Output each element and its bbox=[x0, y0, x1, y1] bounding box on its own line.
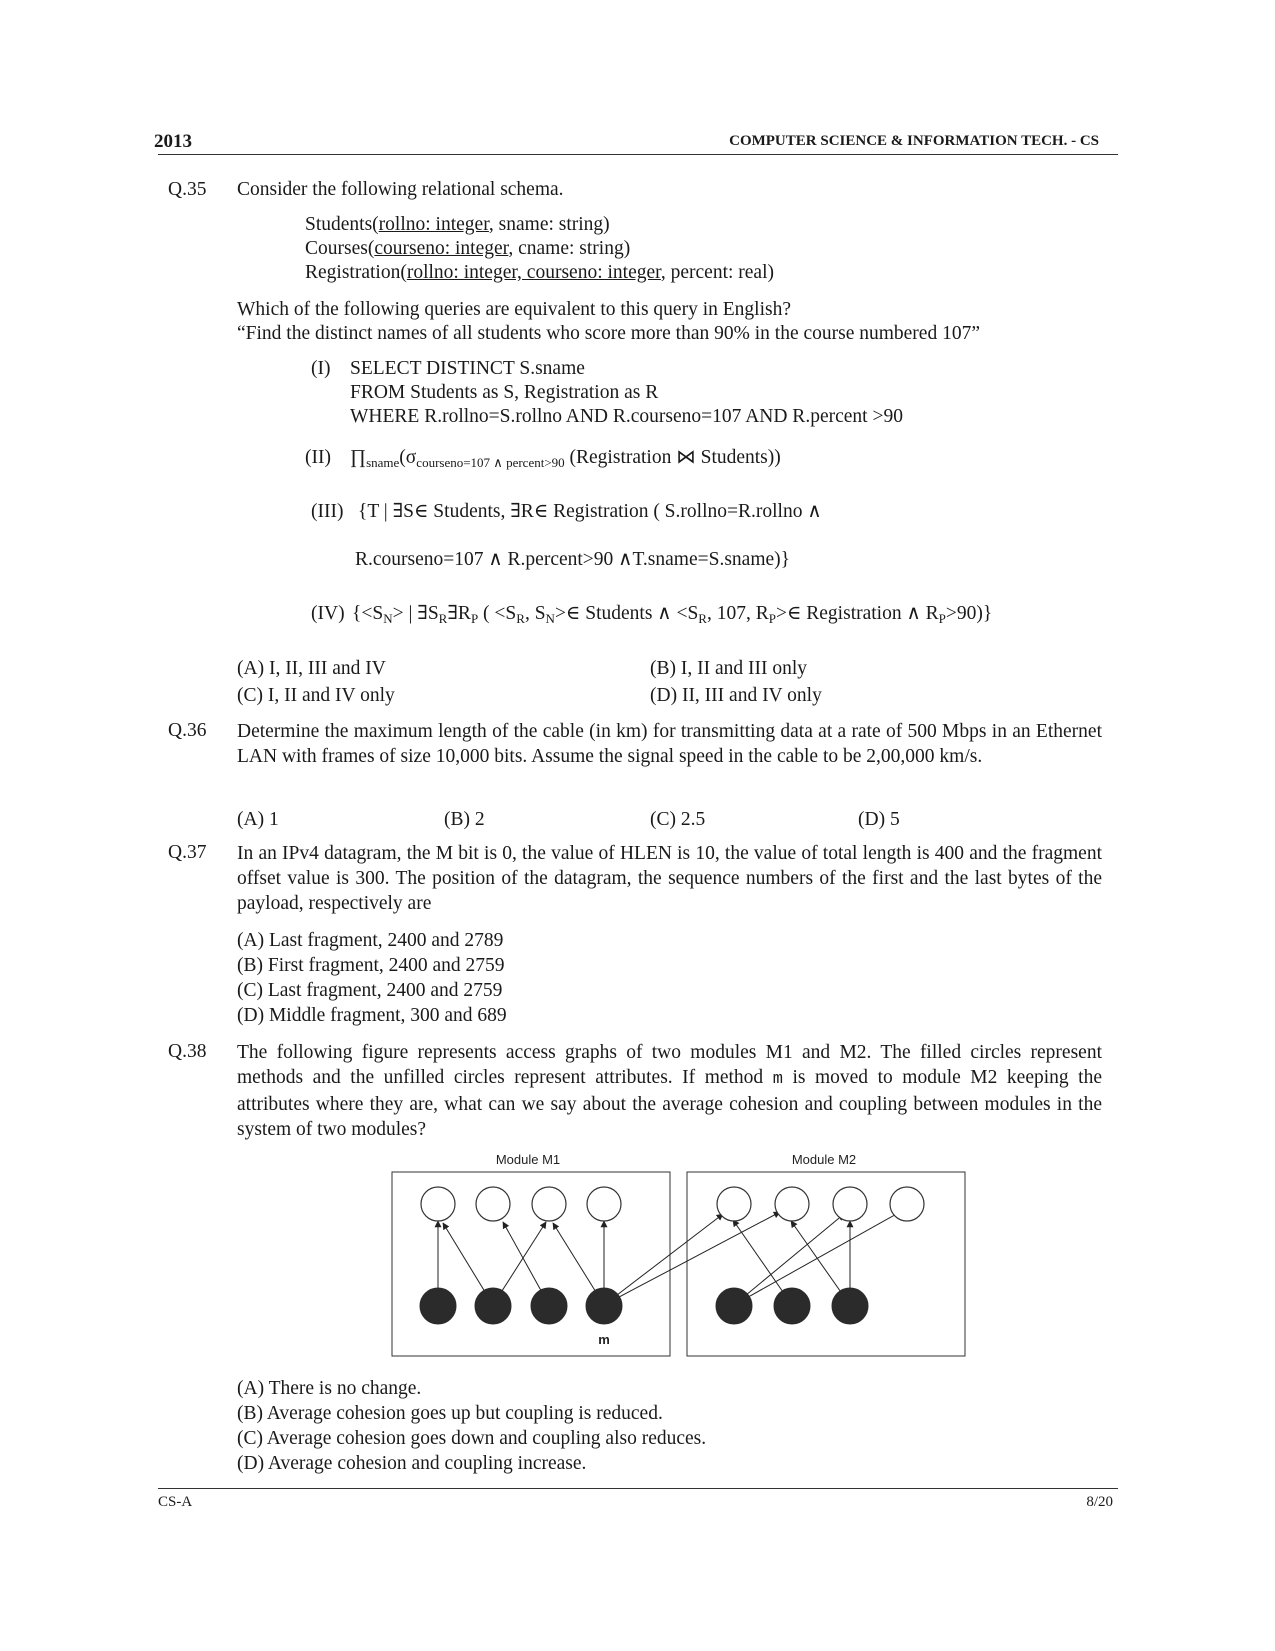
method-node bbox=[475, 1288, 511, 1324]
module-m2-label: Module M2 bbox=[791, 1152, 857, 1167]
module-m1-label: Module M1 bbox=[495, 1152, 561, 1167]
q37-text: In an IPv4 datagram, the M bit is 0, the value of HLEN is 10, the value of total length is 400 and the fragment offset value is 300. The position of the datagram, the sequence numbers of the first and the last bytes of the payload, respectively are bbox=[237, 843, 1102, 914]
header-paper-title: COMPUTER SCIENCE & INFORMATION TECH. - CS bbox=[729, 133, 1099, 149]
q35-question-line2: “Find the distinct names of all students who score more than 90% in the course numbered 107” bbox=[237, 323, 980, 344]
attribute-node bbox=[532, 1187, 566, 1221]
method-node bbox=[716, 1288, 752, 1324]
attribute-node bbox=[717, 1187, 751, 1221]
q36-number: Q.36 bbox=[168, 720, 207, 741]
q35-query2-expression: $\prod_{sname}(\sigma_{courseno=107 \wedge percent>90}$ (Registration ⋈ Students)) bbox=[350, 447, 781, 470]
q35-query4-expression: {$<S_N>$ | $\exists S_R\exists R_P$ ( $<S_R$, $S_N>\in$ Students ∧ $<S_R$, 107, $R_P>\in$ Registration ∧ $R_P>90$)} bbox=[352, 603, 993, 626]
q38-option-c: (C) Average cohesion goes down and coupling also reduces. bbox=[237, 1428, 707, 1449]
q37-option-d: (D) Middle fragment, 300 and 689 bbox=[237, 1005, 507, 1026]
q37-option-b: (B) First fragment, 2400 and 2759 bbox=[237, 955, 505, 976]
access-graph-figure bbox=[380, 1148, 970, 1358]
attribute-node bbox=[890, 1187, 924, 1221]
q38-text: The following figure represents access graphs of two modules M1 and M2. The filled circles represent methods and the unfilled circles represent attributes. If method m is moved to module M2 keeping the attributes where they are, what can we say about the average cohesion and coupling between modules in the system of two modules? bbox=[237, 1042, 1102, 1140]
edge bbox=[604, 1214, 723, 1305]
q35-query1-from: FROM Students as S, Registration as R bbox=[350, 382, 659, 403]
q38-option-b: (B) Average cohesion goes up but coupling is reduced. bbox=[237, 1403, 663, 1424]
q35-option-b: (B) I, II and III only bbox=[650, 658, 808, 679]
schema-registration: Registration(rollno: integer, courseno: integer, percent: real) bbox=[305, 262, 774, 283]
q36-option-b: (B) 2 bbox=[444, 809, 485, 830]
q36-option-c: (C) 2.5 bbox=[650, 809, 706, 830]
q35-intro: Consider the following relational schema. bbox=[237, 179, 564, 200]
method-node-m bbox=[586, 1288, 622, 1324]
method-node bbox=[420, 1288, 456, 1324]
q35-query3-label: (III) bbox=[311, 501, 344, 522]
attribute-node bbox=[833, 1187, 867, 1221]
footer-rule bbox=[158, 1488, 1118, 1489]
q35-query1-label: (I) bbox=[311, 358, 331, 379]
q35-query1-where: WHERE R.rollno=S.rollno AND R.courseno=107 AND R.percent >90 bbox=[350, 406, 903, 427]
edge bbox=[604, 1212, 780, 1305]
header-year: 2013 bbox=[154, 131, 192, 152]
q38-number: Q.38 bbox=[168, 1041, 207, 1062]
q37-option-a: (A) Last fragment, 2400 and 2789 bbox=[237, 930, 504, 951]
q35-query4-label: (IV) bbox=[311, 603, 345, 624]
q36-option-a: (A) 1 bbox=[237, 809, 279, 830]
q38-option-d: (D) Average cohesion and coupling increase. bbox=[237, 1453, 587, 1474]
attribute-node bbox=[421, 1187, 455, 1221]
header-rule bbox=[158, 154, 1118, 155]
schema-students: Students(rollno: integer, sname: string) bbox=[305, 214, 610, 235]
footer-page-number: 8/20 bbox=[1086, 1494, 1113, 1510]
attribute-node bbox=[775, 1187, 809, 1221]
q35-query1-select: SELECT DISTINCT S.sname bbox=[350, 358, 585, 379]
q35-number: Q.35 bbox=[168, 179, 207, 200]
method-node bbox=[774, 1288, 810, 1324]
schema-courses: Courses(courseno: integer, cname: string) bbox=[305, 238, 631, 259]
q37-option-c: (C) Last fragment, 2400 and 2759 bbox=[237, 980, 503, 1001]
method-node bbox=[531, 1288, 567, 1324]
q35-query3-line2: R.courseno=107 ∧ R.percent>90 ∧T.sname=S.sname)} bbox=[355, 549, 790, 570]
q36-option-d: (D) 5 bbox=[858, 809, 900, 830]
method-m-label: m bbox=[598, 1332, 610, 1347]
q35-question-line1: Which of the following queries are equivalent to this query in English? bbox=[237, 299, 791, 320]
attribute-node bbox=[476, 1187, 510, 1221]
footer-code: CS-A bbox=[158, 1494, 193, 1510]
q35-option-c: (C) I, II and IV only bbox=[237, 685, 395, 706]
q36-text: Determine the maximum length of the cable (in km) for transmitting data at a rate of 500 Mbps in an Ethernet LAN with frames of size 10,000 bits. Assume the signal speed in the cable to be 2,00,000 km/s. bbox=[237, 721, 1102, 767]
q37-number: Q.37 bbox=[168, 842, 207, 863]
q38-option-a: (A) There is no change. bbox=[237, 1378, 422, 1399]
q35-option-a: (A) I, II, III and IV bbox=[237, 658, 386, 679]
attribute-node bbox=[587, 1187, 621, 1221]
q35-query3-line1: {T | ∃S∈ Students, ∃R∈ Registration ( S.rollno=R.rollno ∧ bbox=[358, 501, 822, 522]
access-edges bbox=[438, 1212, 900, 1305]
q35-option-d: (D) II, III and IV only bbox=[650, 685, 822, 706]
q35-query2-label: (II) bbox=[305, 447, 331, 468]
method-node bbox=[832, 1288, 868, 1324]
